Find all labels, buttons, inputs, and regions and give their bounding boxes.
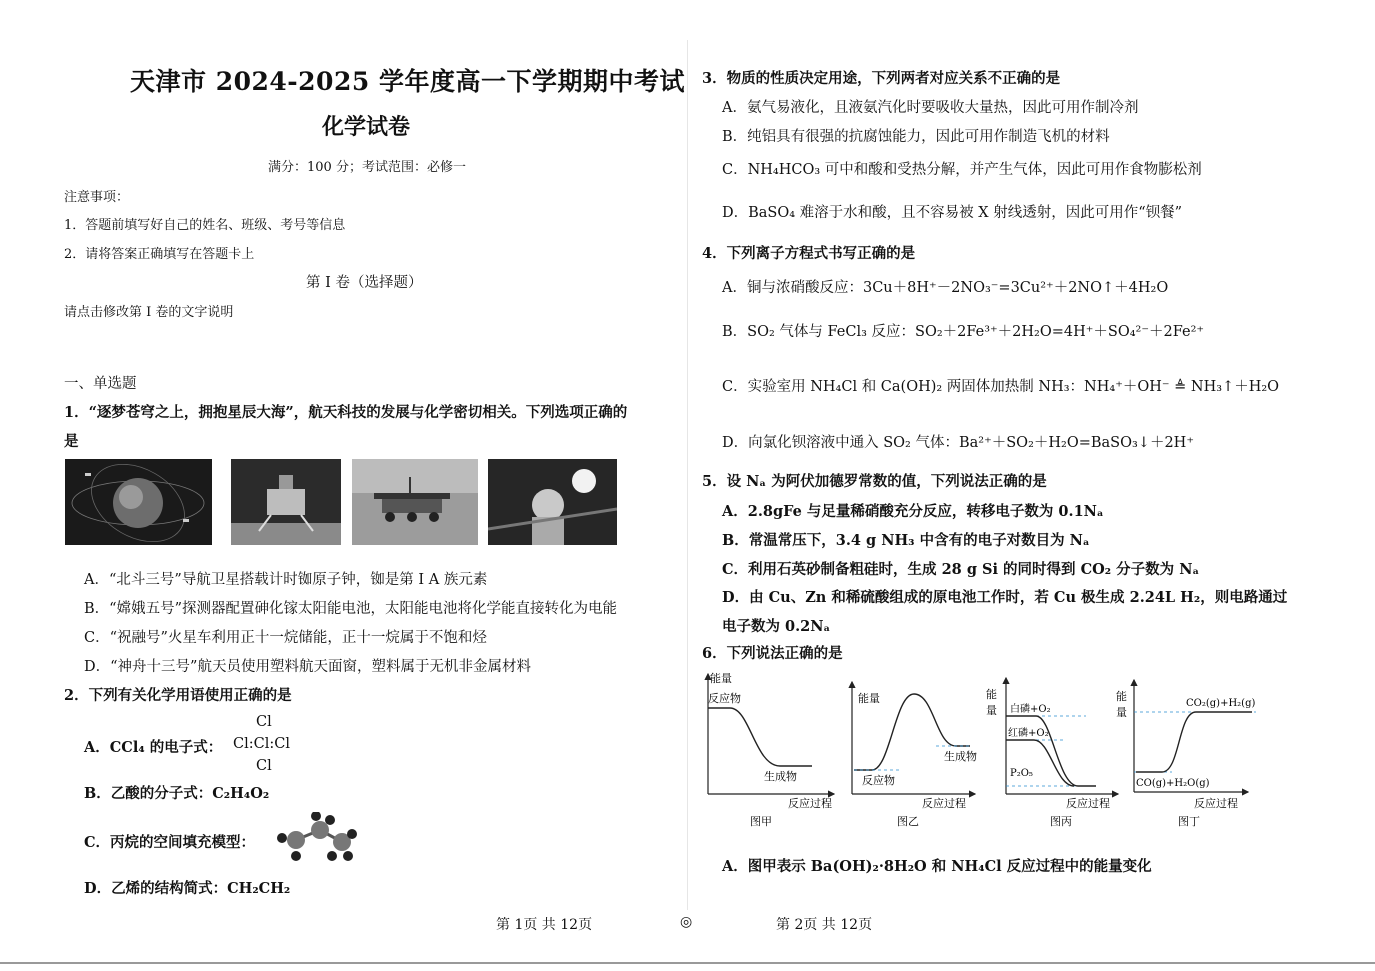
graph-jia-start: 反应物 xyxy=(708,692,741,705)
q4-option-c: C．实验室用 NH₄Cl 和 Ca(OH)₂ 两固体加热制 NH₃：NH₄⁺＋OH⁻ ≜ NH₃↑＋H₂O xyxy=(722,379,1280,395)
bottom-rule xyxy=(0,962,1375,964)
propane-model xyxy=(274,812,358,866)
section-heading: 一、单选题 xyxy=(64,376,137,392)
q5-option-d: D．由 Cu、Zn 和稀硫酸组成的原电池工作时，若 Cu 极生成 2.24L H₂，则电路通过 xyxy=(722,589,1288,606)
graph-jia xyxy=(708,671,834,828)
notes-heading: 注意事项： xyxy=(64,190,130,205)
q2-stem: 2．下列有关化学用语使用正确的是 xyxy=(64,687,292,704)
graph-yi-start: 反应物 xyxy=(862,774,895,787)
rover-image xyxy=(352,459,478,545)
graph-yi-ylabel: 能量 xyxy=(858,692,880,705)
q4-option-d: D．向氯化钡溶液中通入 SO₂ 气体：Ba²⁺＋SO₂＋H₂O=BaSO₃↓＋2H⁺ xyxy=(722,435,1194,451)
q2-option-d: D．乙烯的结构简式：CH₂CH₂ xyxy=(84,880,291,897)
q1-stem-line2: 是 xyxy=(64,433,79,450)
graph-jia-end: 生成物 xyxy=(764,770,797,783)
q1-stem-line1: 1．“逐梦苍穹之上，拥抱星辰大海”，航天科技的发展与化学密切相关。下列选项正确的 xyxy=(64,404,628,421)
graph-ding-start: CO(g)+H₂O(g) xyxy=(1136,778,1210,789)
q5-option-c: C．利用石英砂制备粗硅时，生成 28 g Si 的同时得到 CO₂ 分子数为 Nₐ xyxy=(722,561,1200,578)
graph-bing-line-p2o5: P₂O₅ xyxy=(1010,768,1033,779)
graph-ding-end: CO₂(g)+H₂(g) xyxy=(1186,698,1256,709)
q4-option-a: A．铜与浓硝酸反应：3Cu＋8H⁺－2NO₃⁻=3Cu²⁺＋2NO↑＋4H₂O xyxy=(722,280,1169,296)
graph-bing-ylabel-2: 量 xyxy=(986,704,997,717)
q5-option-d-line2: 电子数为 0.2Nₐ xyxy=(722,618,831,635)
footer-page-left: 第 1页 共 12页 xyxy=(496,917,593,933)
graph-ding-ylabel-1: 能 xyxy=(1116,690,1127,703)
q1-option-a: A．“北斗三号”导航卫星搭载计时铷原子钟，铷是第 I A 族元素 xyxy=(84,572,488,588)
q2-option-b: B．乙酸的分子式：C₂H₄O₂ xyxy=(84,785,270,802)
energy-diagrams xyxy=(700,668,1270,830)
exam-meta: 满分：100 分；考试范围：必修一 xyxy=(268,160,466,175)
satellite-image xyxy=(65,459,212,545)
q5-option-b: B．常温常压下，3.4 g NH₃ 中含有的电子对数目为 Nₐ xyxy=(722,532,1090,549)
q3-stem: 3．物质的性质决定用途，下列两者对应关系不正确的是 xyxy=(702,70,1061,87)
exam-title: 天津市 2024-2025 学年度高一下学期期中考试 xyxy=(130,67,685,96)
graph-bing xyxy=(986,678,1118,828)
q3-option-d: D．BaSO₄ 难溶于水和酸，且不容易被 X 射线透射，因此可用作“钡餐” xyxy=(722,205,1183,221)
graph-bing-line-white-p: 白磷+O₂ xyxy=(1010,704,1051,715)
footer-center-symbol: ◎ xyxy=(680,914,693,930)
q6-stem: 6．下列说法正确的是 xyxy=(702,645,843,662)
graph-bing-xlabel: 反应过程 xyxy=(1066,797,1110,810)
exam-subtitle: 化学试卷 xyxy=(322,114,411,140)
graph-yi-end: 生成物 xyxy=(944,750,977,763)
graph-jia-ylabel: 能量 xyxy=(710,672,732,685)
ccl4-top: Cl xyxy=(256,714,272,730)
graph-ding xyxy=(1116,680,1256,828)
note-1: 1．答题前填写好自己的姓名、班级、考号等信息 xyxy=(64,218,346,233)
q3-option-a: A．氨气易液化，且液氨汽化时要吸收大量热，因此可用作制冷剂 xyxy=(722,100,1139,116)
q4-stem: 4．下列离子方程式书写正确的是 xyxy=(702,245,916,262)
lander-image xyxy=(231,459,341,545)
note-2: 2．请将答案正确填写在答题卡上 xyxy=(64,247,255,262)
volume-desc: 请点击修改第 I 卷的文字说明 xyxy=(64,305,234,320)
footer-page-right: 第 2页 共 12页 xyxy=(776,917,873,933)
graph-bing-ylabel-1: 能 xyxy=(986,688,997,701)
q2-option-c: C．丙烷的空间填充模型： xyxy=(84,834,256,851)
graph-yi-caption: 图乙 xyxy=(897,815,919,828)
graph-yi-xlabel: 反应过程 xyxy=(922,797,966,810)
astronaut-image xyxy=(488,459,617,545)
graph-ding-caption: 图丁 xyxy=(1178,815,1200,828)
graph-yi xyxy=(852,682,977,828)
graph-bing-line-red-p: 红磷+O₂ xyxy=(1008,728,1049,739)
graph-ding-xlabel: 反应过程 xyxy=(1194,797,1238,810)
q5-stem: 5．设 Nₐ 为阿伏加德罗常数的值，下列说法正确的是 xyxy=(702,473,1047,490)
graph-jia-caption: 图甲 xyxy=(750,815,772,828)
graph-bing-caption: 图丙 xyxy=(1050,815,1072,828)
column-divider xyxy=(687,40,688,910)
q1-option-d: D．“神舟十三号”航天员使用塑料航天面窗，塑料属于无机非金属材料 xyxy=(84,659,531,675)
graph-jia-xlabel: 反应过程 xyxy=(788,797,832,810)
volume-title: 第 I 卷（选择题） xyxy=(306,275,423,291)
q2-option-a: A．CCl₄ 的电子式： xyxy=(84,739,223,756)
q1-option-b: B．“嫦娥五号”探测器配置砷化镓太阳能电池，太阳能电池将化学能直接转化为电能 xyxy=(84,601,617,617)
q3-option-c: C．NH₄HCO₃ 可中和酸和受热分解，并产生气体，因此可用作食物膨松剂 xyxy=(722,162,1202,178)
q1-option-c: C．“祝融号”火星车利用正十一烷储能，正十一烷属于不饱和烃 xyxy=(84,630,487,646)
q3-option-b: B．纯铝具有很强的抗腐蚀能力，因此可用作制造飞机的材料 xyxy=(722,129,1110,145)
ccl4-middle: Cl:Cl:Cl xyxy=(233,736,290,752)
ccl4-bottom: Cl xyxy=(256,758,272,774)
q6-option-a: A．图甲表示 Ba(OH)₂·8H₂O 和 NH₄Cl 反应过程中的能量变化 xyxy=(722,858,1152,875)
graph-ding-ylabel-2: 量 xyxy=(1116,706,1127,719)
q5-option-a: A．2.8gFe 与足量稀硝酸充分反应，转移电子数为 0.1Nₐ xyxy=(722,503,1104,520)
q4-option-b: B．SO₂ 气体与 FeCl₃ 反应：SO₂＋2Fe³⁺＋2H₂O=4H⁺＋SO₄²⁻＋2Fe²⁺ xyxy=(722,324,1205,340)
